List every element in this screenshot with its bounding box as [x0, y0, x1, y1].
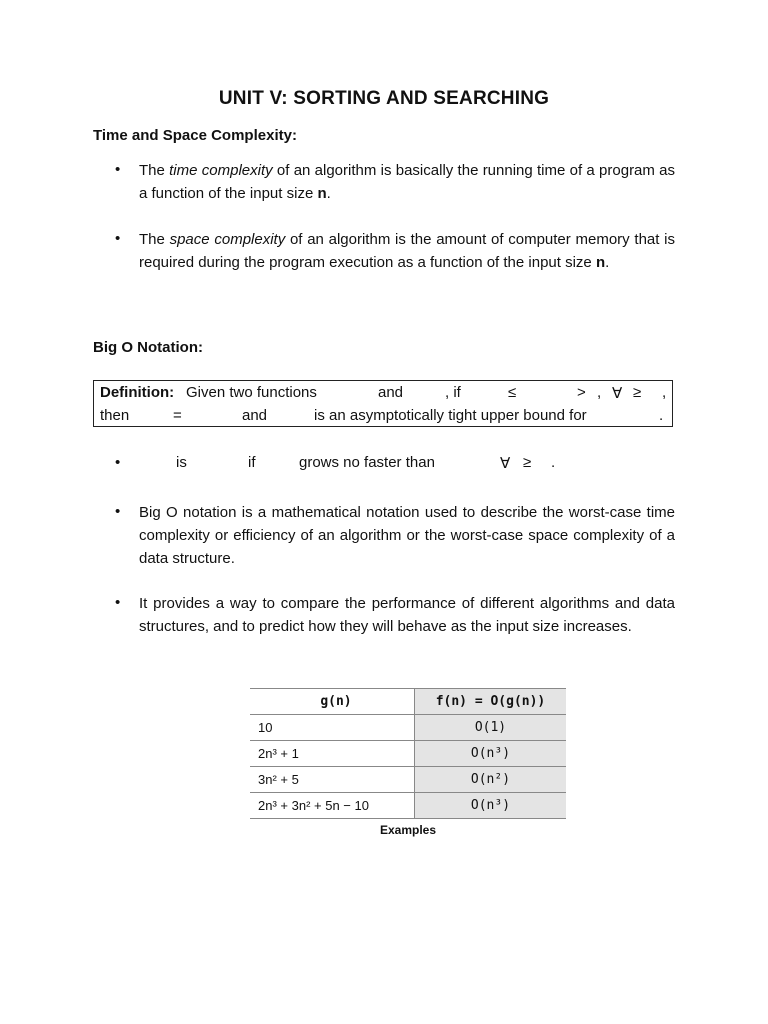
bold-variable: n [317, 185, 327, 202]
table-row [250, 715, 566, 741]
definition-text: is an asymptotically tight upper bound for [314, 407, 587, 424]
table-row [250, 741, 566, 767]
bullet-space-complexity [139, 228, 675, 274]
bullet-symbolic-text: if [248, 454, 256, 471]
text-segment: . [326, 185, 331, 202]
definition-text: then [100, 407, 130, 424]
eq-symbol: = [173, 407, 182, 424]
table-cell: O(n³) [414, 741, 566, 767]
table-cell: 3n² + 5 [250, 767, 414, 793]
emphasis-term: time complexity [169, 162, 273, 179]
table-header-row [250, 689, 566, 715]
table-cell: O(n²) [414, 767, 566, 793]
definition-label: Definition: [100, 384, 175, 401]
examples-table [250, 688, 566, 819]
table-cell: O(1) [414, 715, 566, 741]
geq-symbol: ≥ [633, 384, 642, 401]
gt-symbol: > [577, 384, 586, 401]
bullet-symbolic-text: . [551, 454, 556, 471]
definition-text: , [662, 384, 667, 401]
forall-symbol: ∀ [612, 385, 623, 402]
definition-text: and [378, 384, 404, 401]
bullet-marker: • [115, 594, 121, 611]
text-segment: . [605, 254, 610, 271]
bold-variable: n [595, 254, 606, 271]
geq-symbol: ≥ [523, 454, 532, 471]
table-cell: 2n³ + 3n² + 5n − 10 [250, 793, 414, 819]
definition-text: and [242, 407, 268, 424]
text-segment: of an algorithm is the amount of computer memory that is required during the program execution as a function of the input size [139, 231, 675, 271]
definition-text: Given two functions [186, 384, 317, 401]
text-segment: of an algorithm is basically the running time of a program as a function of the input size [139, 162, 676, 202]
bullet-big-o-purpose: It provides a way to compare the performance of different algorithms and data structures, and to predict how they will behave as the input size increases. [139, 595, 675, 635]
bullet-time-complexity [139, 159, 675, 205]
table-row [250, 767, 566, 793]
definition-box [93, 380, 673, 427]
definition-text: , if [445, 384, 461, 401]
bullet-marker: • [115, 454, 121, 471]
bullet-big-o-definition: Big O notation is a mathematical notation used to describe the worst-case time complexity or efficiency of an algorithm or the worst-case space complexity of a data structure. [139, 504, 675, 567]
emphasis-term: space complexity [169, 231, 286, 248]
bullet-marker: • [115, 161, 121, 178]
table-header: g(n) [250, 689, 414, 715]
forall-symbol: ∀ [500, 455, 511, 472]
definition-text: . [659, 407, 664, 424]
table-cell: 2n³ + 1 [250, 741, 414, 767]
definition-text: , [597, 384, 602, 401]
bullet-marker: • [115, 503, 121, 520]
bullet-symbolic-text: is [176, 454, 187, 471]
table-row [250, 793, 566, 819]
table-caption: Examples [379, 823, 437, 837]
text-segment: The [139, 231, 170, 248]
section-heading-big-o: Big O Notation: [93, 339, 203, 356]
table-header: f(n) = O(g(n)) [414, 689, 566, 715]
page-title: UNIT V: SORTING AND SEARCHING [218, 88, 550, 109]
table-cell: O(n³) [414, 793, 566, 819]
table-cell: 10 [250, 715, 414, 741]
bullet-symbolic-text: grows no faster than [299, 454, 435, 471]
leq-symbol: ≤ [508, 384, 517, 401]
bullet-marker: • [115, 230, 121, 247]
section-heading-complexity: Time and Space Complexity: [93, 127, 297, 144]
text-segment: The [139, 162, 170, 179]
